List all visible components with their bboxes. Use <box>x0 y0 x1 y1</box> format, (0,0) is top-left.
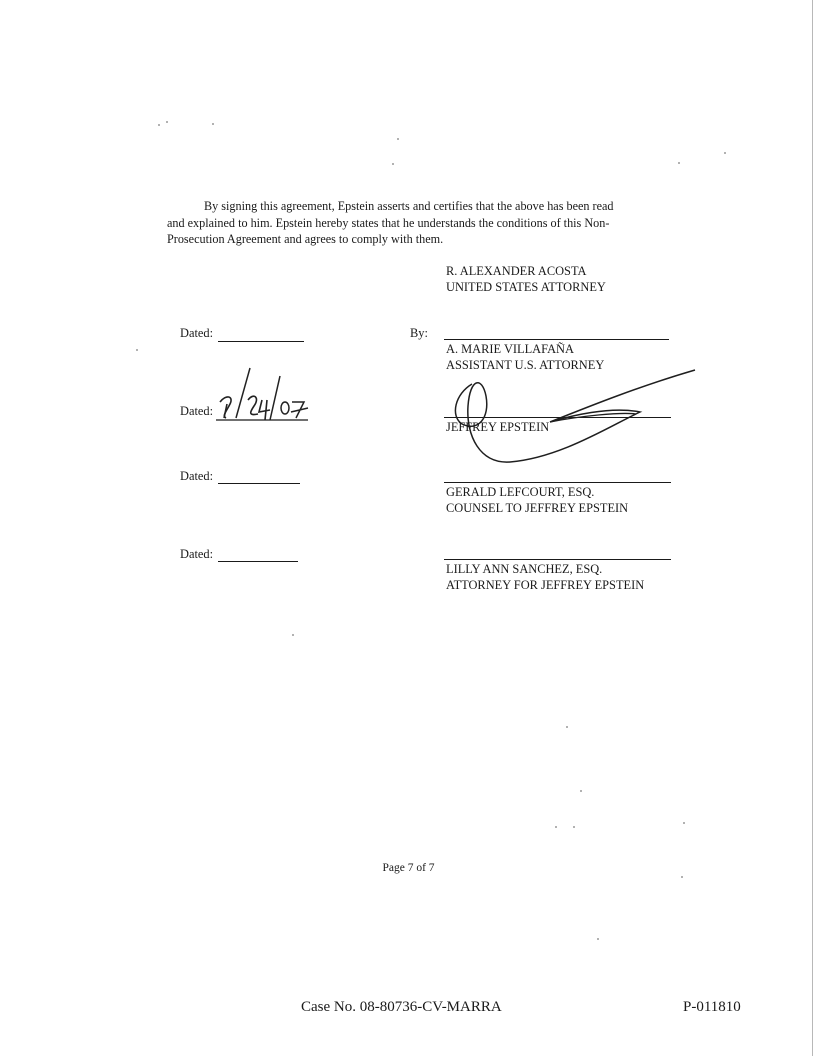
scan-speck <box>678 162 680 164</box>
scan-speck <box>212 123 214 125</box>
scan-speck <box>292 634 294 636</box>
bates-number: P-011810 <box>683 999 741 1015</box>
case-number: Case No. 08-80736-CV-MARRA <box>301 999 502 1015</box>
signatory-name: LILLY ANN SANCHEZ, ESQ. <box>446 562 603 576</box>
us-attorney-name: R. ALEXANDER ACOSTA <box>446 264 587 278</box>
scan-speck <box>597 938 599 940</box>
jeffrey-epstein-signature <box>450 366 700 466</box>
us-attorney-block <box>446 263 606 295</box>
scan-speck <box>136 349 138 351</box>
signatory-name: A. MARIE VILLAFAÑA <box>446 342 574 356</box>
scan-speck <box>566 726 568 728</box>
signatory-name: GERALD LEFCOURT, ESQ. <box>446 485 595 499</box>
scan-speck <box>573 826 575 828</box>
dated-label: Dated: <box>180 469 214 483</box>
dated-label: Dated: <box>180 404 214 418</box>
scan-speck <box>683 822 685 824</box>
scan-speck <box>166 121 168 123</box>
signatory-block-sanchez <box>446 561 644 593</box>
dated-label: Dated: <box>180 547 214 561</box>
agreement-line: and explained to him. Epstein hereby states that he understands the conditions of this Non- <box>167 215 610 230</box>
signatory-title: ATTORNEY FOR JEFFREY EPSTEIN <box>446 578 645 592</box>
scan-speck <box>392 163 394 165</box>
date-blank <box>218 483 300 484</box>
signature-line <box>444 339 669 340</box>
scan-speck <box>397 138 399 140</box>
scan-speck <box>681 876 683 878</box>
scan-speck <box>158 124 160 126</box>
agreement-line: Prosecution Agreement and agrees to comply with them. <box>167 232 444 246</box>
page-edge <box>812 0 813 1056</box>
signatory-block-lefcourt <box>446 484 628 516</box>
signatory-block-epstein <box>446 419 549 435</box>
by-label: By: <box>410 326 428 340</box>
signatory-name: JEFFREY EPSTEIN <box>446 420 550 434</box>
scan-speck <box>724 152 726 154</box>
agreement-paragraph <box>167 198 677 248</box>
scan-speck <box>580 790 582 792</box>
signature-line <box>444 482 671 483</box>
signature-line <box>444 559 671 560</box>
signatory-title: ASSISTANT U.S. ATTORNEY <box>446 358 605 372</box>
date-blank <box>218 561 298 562</box>
page-number: Page 7 of 7 <box>382 862 435 874</box>
date-blank <box>218 341 304 342</box>
agreement-line: By signing this agreement, Epstein asserts and certifies that the above has been read <box>204 199 614 213</box>
scan-speck <box>555 826 557 828</box>
us-attorney-title: UNITED STATES ATTORNEY <box>446 280 606 294</box>
signatory-title: COUNSEL TO JEFFREY EPSTEIN <box>446 501 629 515</box>
dated-label: Dated: <box>180 326 214 340</box>
